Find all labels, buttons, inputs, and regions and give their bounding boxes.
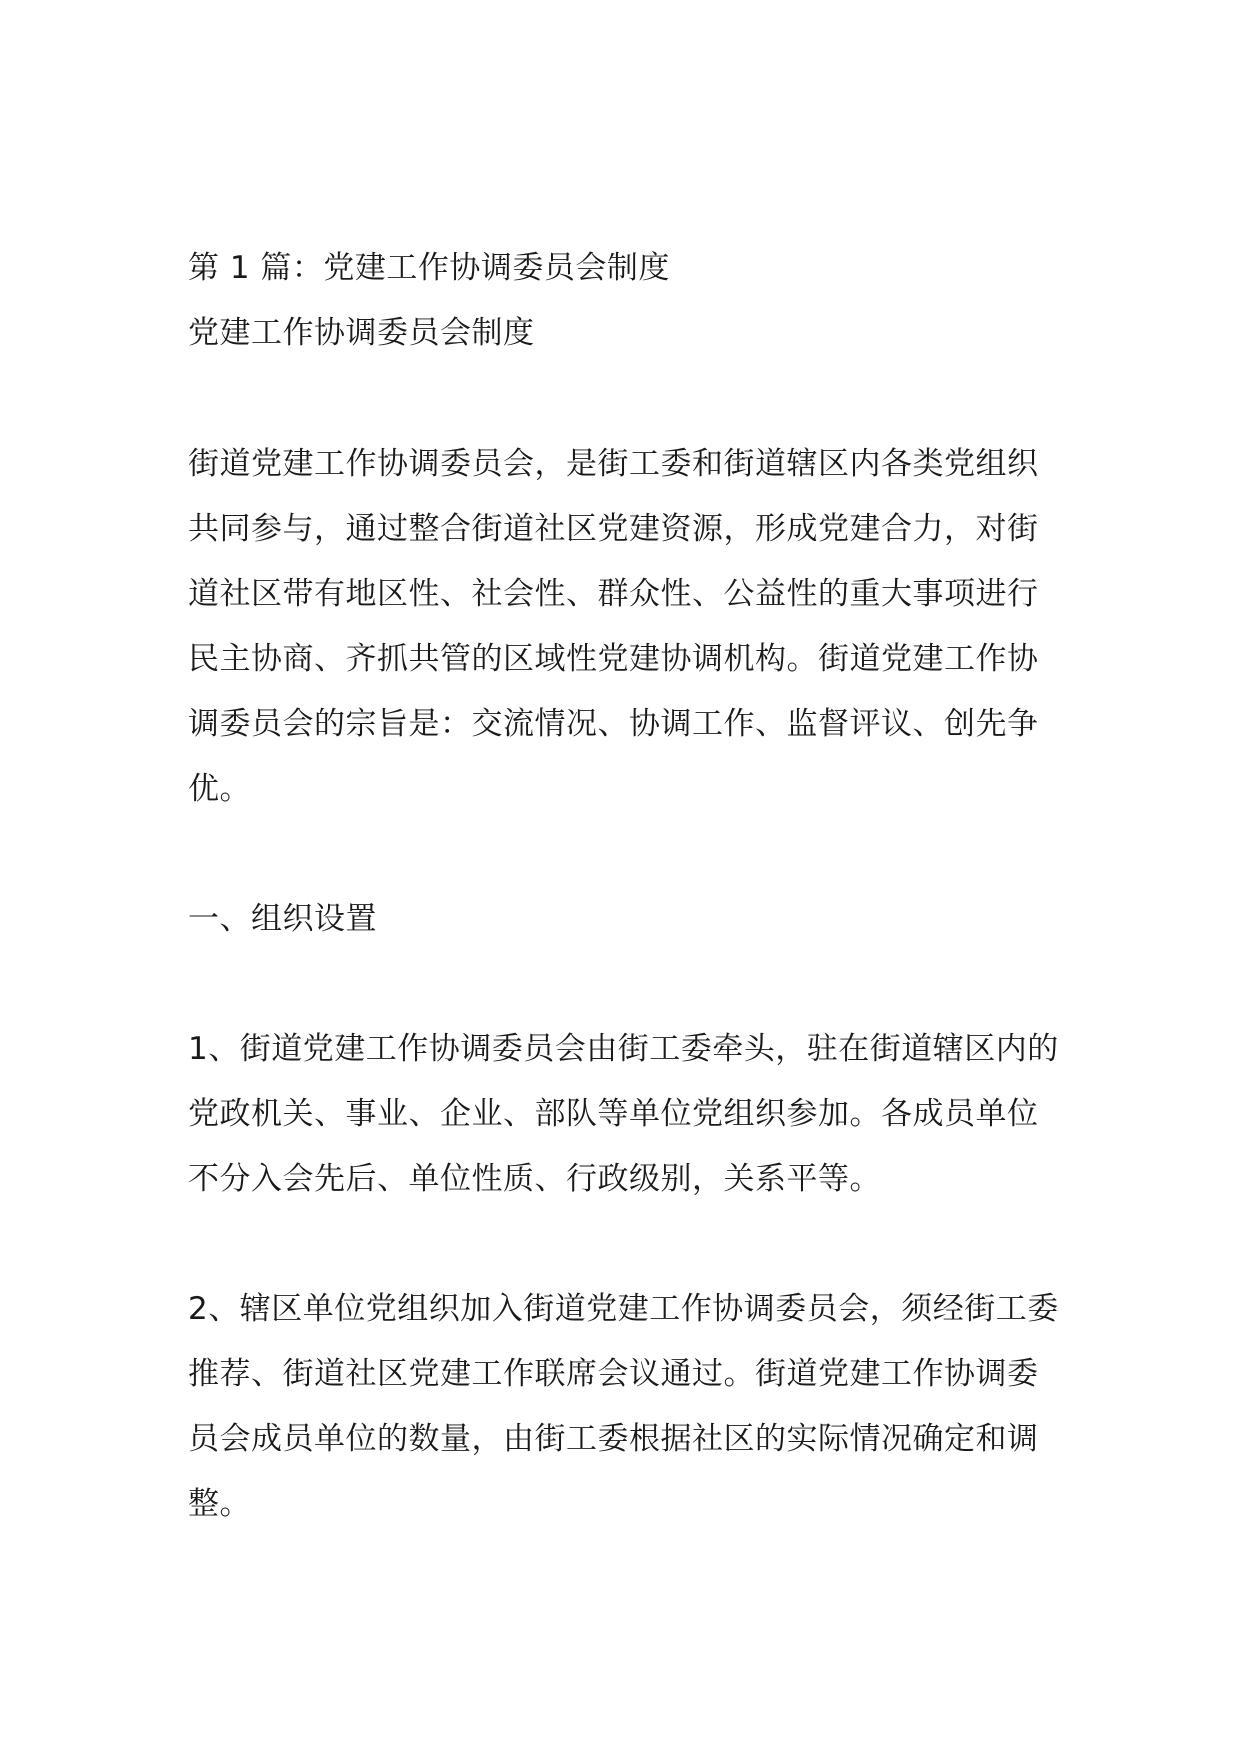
item-1-line: 1、街道党建工作协调委员会由街工委牵头，驻在街道辖区内的 <box>188 1031 1059 1067</box>
spacer <box>188 952 1056 1017</box>
spacer <box>188 822 1056 887</box>
spacer <box>188 366 1056 432</box>
item-1-paragraph <box>188 1017 1059 1212</box>
section-title: 一、组织设置 <box>188 901 377 937</box>
item-2-line: 推荐、街道社区党建工作联席会议通过。街道党建工作协调委 <box>188 1356 1039 1392</box>
item-2-paragraph <box>188 1277 1059 1537</box>
item-2-line: 整。 <box>188 1486 251 1522</box>
intro-line: 道社区带有地区性、社会性、群众性、公益性的重大事项进行 <box>188 576 1039 612</box>
intro-line: 调委员会的宗旨是：交流情况、协调工作、监督评议、创先争 <box>188 706 1039 742</box>
item-1-line: 党政机关、事业、企业、部队等单位党组织参加。各成员单位 <box>188 1096 1039 1132</box>
intro-line: 民主协商、齐抓共管的区域性党建协调机构。街道党建工作协 <box>188 641 1039 677</box>
item-1-line: 不分入会先后、单位性质、行政级别，关系平等。 <box>188 1161 881 1197</box>
document-heading: 第 1 篇：党建工作协调委员会制度 <box>188 250 670 286</box>
intro-line: 优。 <box>188 771 251 807</box>
intro-line: 街道党建工作协调委员会，是街工委和街道辖区内各类党组织 <box>188 446 1039 482</box>
item-2-line: 员会成员单位的数量，由街工委根据社区的实际情况确定和调 <box>188 1421 1039 1457</box>
document-subtitle: 党建工作协调委员会制度 <box>188 315 535 351</box>
intro-line: 共同参与，通过整合街道社区党建资源，形成党建合力，对街 <box>188 511 1039 547</box>
intro-paragraph <box>188 432 1056 822</box>
item-2-line: 2、辖区单位党组织加入街道党建工作协调委员会，须经街工委 <box>188 1291 1059 1327</box>
document-body <box>188 236 1059 1537</box>
spacer <box>188 1212 1056 1277</box>
